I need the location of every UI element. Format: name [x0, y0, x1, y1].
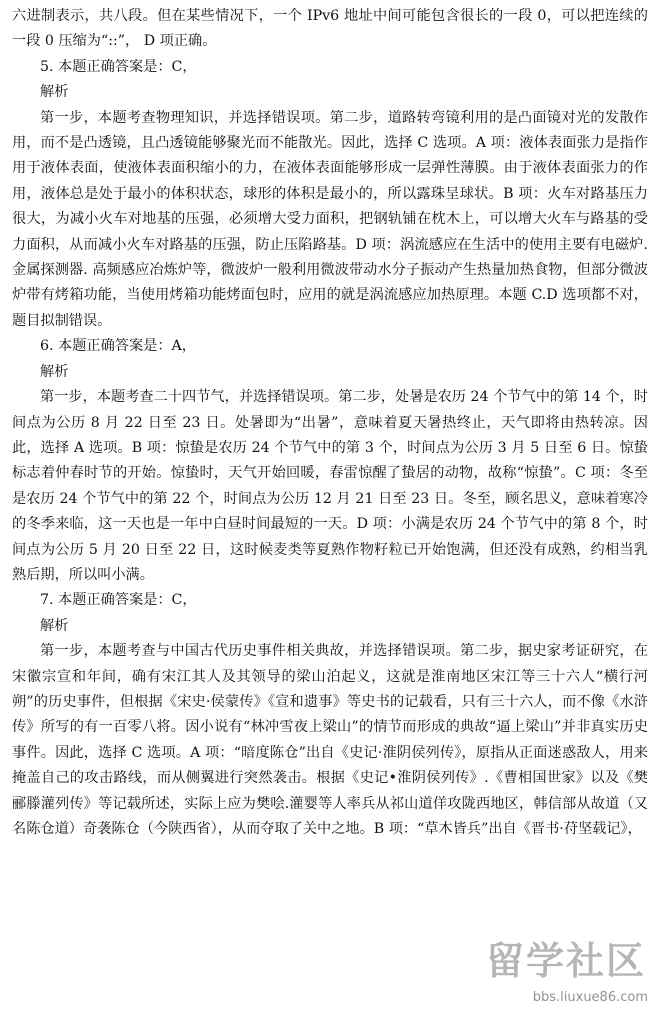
answer-5-heading: 5. 本题正确答案是：C， [40, 58, 197, 75]
answer-6-analysis-label: 解析 [40, 363, 69, 380]
paragraph-ipv6-end: 六进制表示，共八段。但在某些情况下，一个 IPv6 地址中间可能包含很长的一段 0，可以把连续的一段 0 压缩为“::”， D 项正确。 [12, 8, 648, 50]
answer-6-heading: 6. 本题正确答案是：A， [40, 338, 196, 355]
answer-7-analysis-label: 解析 [40, 617, 69, 634]
watermark-title: 留学社区 [485, 939, 646, 983]
watermark-url: bbs.liuxue86.com [532, 990, 648, 1005]
answer-5-analysis-label: 解析 [40, 84, 69, 101]
answer-7-heading: 7. 本题正确答案是：C， [40, 592, 197, 609]
document-page [12, 4, 648, 842]
answer-7-analysis-text: 第一步，本题考查与中国古代历史事件相关典故，并选择错误项。第二步，据史家考证研究，在宋徽宗宣和年间，确有宋江其人及其领导的梁山泊起义，这就是淮南地区宋江等三十六人“横行河朔”的历史事件，但根据《宋史·侯蒙传》《宣和遗事》等史书的记载看，只有三十六人，而不像《水浒传》所写的有一百零八将。因小说有“林冲雪夜上梁山”的情节而形成的典故“逼上梁山”并非真实历史事件。因此，选择 C 选项。A 项：“暗度陈仓”出自《史记·淮阴侯列传》，原指从正面迷惑敌人，用来掩盖自己的攻击路线，而从侧翼进行突然袭击。根据《史记•淮阴侯列传》.《曹相国世家》以及《樊郦滕灌列传》等记载所述，实际上应为樊哙.灌婴等人率兵从祁山道佯攻陇西地区，韩信部从故道（又名陈仓道）奇袭陈仓（今陕西省），从而夺取了关中之地。B 项：“草木皆兵”出自《晋书·苻坚载记》， [12, 643, 648, 837]
site-watermark [452, 941, 652, 1011]
answer-5-analysis-text: 第一步，本题考查物理知识，并选择错误项。第二步，道路转弯镜利用的是凸面镜对光的发散作用，而不是凸透镜，且凸透镜能够聚光而不能散光。因此，选择 C 选项。A 项：液体表面张力是指作用于液体表面，使液体表面积缩小的力，在液体表面能够形成一层弹性薄膜。由于液体表面张力的作用，液体总是处于最小的体积状态，球形的体积是最小的，所以露珠呈球状。B 项：火车对路基压力很大，为减小火车对地基的压强，必须增大受力面积，把钢轨铺在枕木上，可以增大火车与路基的受力面积，从而减小火车对路基的压强，防止压陷路基。D 项：涡流感应在生活中的使用主要有电磁炉. 金属探测器. 高频感应冶炼炉等，微波炉一般利用微波带动水分子振动产生热量加热食物，但部分微波炉带有烤箱功能，当使用烤箱功能烤面包时，应用的就是涡流感应加热原理。本题 C.D 选项都不对，题目拟制错误。 [12, 109, 648, 329]
answer-6-analysis-text: 第一步，本题考查二十四节气，并选择错误项。第二步，处暑是农历 24 个节气中的第 14 个，时间点为公历 8 月 22 日至 23 日。处暑即为“出暑”，意味着夏天暑热终止，天气即将由热转凉。因此，选择 A 选项。B 项：惊蛰是农历 24 个节气中的第 3 个，时间点为公历 3 月 5 日至 6 日。惊蛰标志着仲春时节的开始。惊蛰时，天气开始回暖，春雷惊醒了蛰居的动物，故称“惊蛰”。C 项：冬至是农历 24 个节气中的第 22 个，时间点为公历 12 月 21 日至 23 日。冬至，顾名思义，意味着寒冷的冬季来临，这一天也是一年中白昼时间最短的一天。D 项：小满是农历 24 个节气中的第 8 个，时间点为公历 5 月 20 日至 22 日，这时候麦类等夏熟作物籽粒已开始饱满，但还没有成熟，约相当乳熟后期，所以叫小满。 [12, 389, 648, 583]
